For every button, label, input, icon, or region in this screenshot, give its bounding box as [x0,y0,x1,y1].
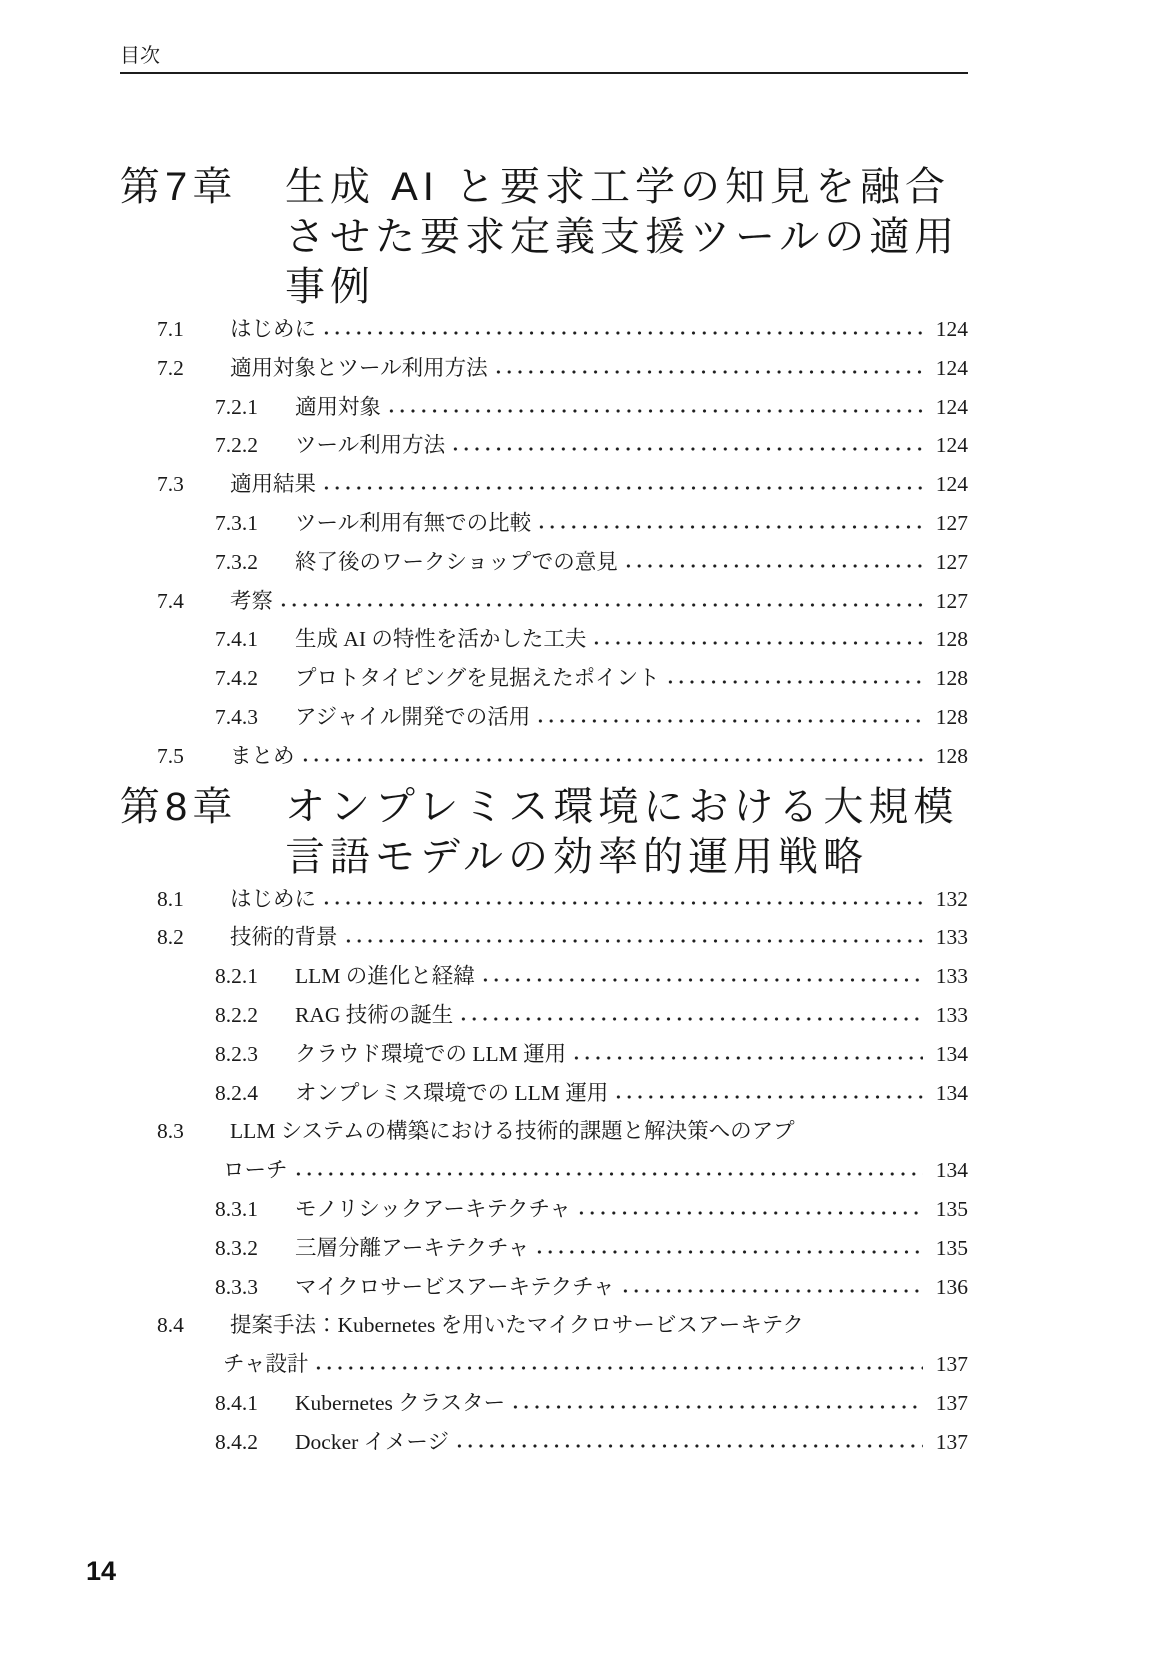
entry-page-number: 133 [935,925,968,950]
entry-number: 8.2.1 [215,964,258,989]
entry-page-number: 128 [935,666,968,691]
entry-number: 8.3 [157,1119,184,1144]
entry-page-number: 127 [935,588,968,613]
leader-dots [613,1082,923,1100]
entry-page-number: 127 [935,510,968,535]
entry-label: ツール利用有無での比較 [295,510,532,535]
entry-number: 8.2.3 [215,1041,258,1066]
toc-entry[interactable] [120,1312,968,1338]
toc-entry[interactable] [120,316,968,342]
entry-page-number: 134 [935,1080,968,1105]
header-rule [120,72,968,74]
entry-label: ツール利用方法 [295,433,446,458]
entry-page-number: 137 [935,1352,968,1377]
entry-page-number: 134 [935,1041,968,1066]
page-content [120,0,968,1468]
entry-label: プロトタイピングを見据えたポイント [295,666,660,691]
entry-number: 7.3 [157,472,184,497]
leader-dots [321,318,923,336]
chapter-heading [120,782,968,882]
entry-label: Kubernetes クラスター [295,1390,506,1415]
entry-number: 8.2.4 [215,1080,258,1105]
chapter-title-line: させた要求定義支援ツールの適用 [285,215,960,259]
entry-page-number: 128 [935,627,968,652]
leader-dots [534,1237,923,1255]
entry-label: 適用対象 [295,394,382,419]
entry-number: 8.3.1 [215,1196,258,1221]
leader-dots [535,706,923,724]
toc-entry-continuation[interactable] [120,1351,968,1377]
leader-dots [620,1276,924,1294]
chapter-title [285,782,968,882]
leader-dots [576,1198,923,1216]
entry-label: アジャイル開発での活用 [295,704,531,729]
toc-entry[interactable] [120,1390,968,1416]
entry-page-number: 124 [935,472,968,497]
entry-page-number: 134 [935,1158,968,1183]
entry-label: はじめに [230,886,317,911]
entry-page-number: 135 [935,1235,968,1260]
entry-label: 技術的背景 [230,925,338,950]
entry-page-number: 132 [935,886,968,911]
entry-number: 7.2.2 [215,433,258,458]
toc-entry[interactable] [120,963,968,989]
entry-label: 適用結果 [230,472,317,497]
leader-dots [454,1431,923,1449]
entry-label: 考察 [230,588,274,613]
toc-entry[interactable] [120,1429,968,1455]
entry-label: 提案手法：Kubernetes を用いたマイクロサービスアーキテク [230,1313,804,1338]
entry-label: はじめに [230,317,317,341]
toc-entry[interactable] [120,471,968,497]
toc-entry[interactable] [120,704,968,730]
leader-dots [571,1043,923,1061]
entry-number: 8.4.1 [215,1390,258,1415]
leader-dots [665,667,923,685]
leader-dots [321,888,923,906]
leader-dots [623,551,923,569]
chapter-title-line: オンプレミス環境における大規模 [285,784,959,829]
entry-number: 7.2 [157,355,184,380]
entry-label: Docker イメージ [295,1429,450,1454]
chapter-number: 第7章 [120,165,238,209]
leader-dots [591,628,923,646]
entry-label: LLM の進化と経緯 [295,964,475,989]
entry-number: 7.5 [157,743,184,768]
toc-entry[interactable] [120,1118,968,1144]
entry-page-number: 137 [935,1390,968,1415]
toc-entry[interactable] [120,588,968,614]
chapter-heading [120,162,968,312]
entry-page-number: 136 [935,1274,968,1299]
leader-dots [386,396,923,414]
entry-number: 8.1 [157,886,184,911]
entry-number: 7.4.2 [215,666,258,691]
toc-entry[interactable] [120,394,968,420]
leader-dots [458,1004,923,1022]
folio-page-number: 14 [86,1556,117,1586]
entry-number: 7.2.1 [215,394,258,419]
leader-dots [480,965,923,983]
entry-page-number: 127 [935,549,968,574]
toc-entry-continuation[interactable] [120,1157,968,1183]
chapter-title-line: 生成 AI と要求工学の知見を融合 [285,165,951,209]
leader-dots [536,512,923,530]
entry-label: LLM システムの構築における技術的課題と解決策へのアプ [230,1119,795,1144]
chapter-number: 第8章 [120,784,238,829]
entry-page-number: 128 [935,704,968,729]
entry-label: チャ設計 [223,1352,309,1377]
entry-label: RAG 技術の誕生 [295,1002,454,1027]
toc-entry[interactable] [120,549,968,575]
leader-dots [510,1392,923,1410]
entry-number: 8.4 [157,1313,184,1338]
toc-entry[interactable] [120,1196,968,1222]
chapter-title-line: 事例 [285,265,375,309]
entry-label: モノリシックアーキテクチャ [295,1196,571,1221]
entry-page-number: 135 [935,1196,968,1221]
chapter-7-entries [120,316,968,769]
entry-label: まとめ [230,743,295,768]
leader-dots [321,473,923,491]
entry-label: クラウド環境での LLM 運用 [295,1041,567,1066]
leader-dots [450,434,923,452]
chapter-7-section [120,162,968,769]
chapter-title-line: 言語モデルの効率的運用戦略 [285,834,868,879]
leader-dots [343,926,923,944]
entry-page-number: 124 [935,317,968,341]
entry-label: 適用対象とツール利用方法 [230,355,488,380]
running-head: 目次 [120,45,160,67]
entry-page-number: 124 [935,433,968,458]
entry-label: マイクロサービスアーキテクチャ [295,1274,615,1299]
entry-page-number: 124 [935,355,968,380]
leader-dots [300,745,923,763]
entry-number: 7.4.3 [215,704,258,729]
toc-entry[interactable] [120,510,968,536]
entry-number: 8.4.2 [215,1429,258,1454]
entry-number: 8.2 [157,925,184,950]
toc-entry[interactable] [120,1274,968,1300]
entry-label: ローチ [223,1158,288,1183]
entry-number: 7.4 [157,588,184,613]
toc-entry[interactable] [120,924,968,950]
entry-page-number: 133 [935,1002,968,1027]
toc-entry[interactable] [120,1041,968,1067]
toc-entry[interactable] [120,355,968,381]
chapter-title [285,162,968,312]
entry-page-number: 133 [935,964,968,989]
chapter-8-entries [120,886,968,1455]
entry-number: 7.1 [157,317,184,341]
toc-entry[interactable] [120,743,968,769]
entry-number: 8.3.2 [215,1235,258,1260]
entry-label: 三層分離アーキテクチャ [295,1235,530,1260]
toc-entry[interactable] [120,1002,968,1028]
leader-dots [278,590,923,608]
entry-number: 8.2.2 [215,1002,258,1027]
entry-page-number: 128 [935,743,968,768]
entry-label: 終了後のワークショップでの意見 [295,549,618,574]
entry-label: オンプレミス環境での LLM 運用 [295,1080,609,1105]
leader-dots [313,1353,923,1371]
entry-number: 8.3.3 [215,1274,258,1299]
leader-dots [293,1159,923,1177]
entry-page-number: 124 [935,394,968,419]
entry-number: 7.4.1 [215,627,258,652]
toc-entry[interactable] [120,886,968,912]
leader-dots [493,357,923,375]
toc-entry[interactable] [120,1080,968,1106]
toc-entry[interactable] [120,432,968,458]
entry-label: 生成 AI の特性を活かした工夫 [295,627,587,652]
toc-entry[interactable] [120,626,968,652]
toc-entry[interactable] [120,1235,968,1261]
entry-number: 7.3.1 [215,510,258,535]
entry-number: 7.3.2 [215,549,258,574]
toc-entry[interactable] [120,665,968,691]
chapter-8-section [120,782,968,1455]
entry-page-number: 137 [935,1429,968,1454]
